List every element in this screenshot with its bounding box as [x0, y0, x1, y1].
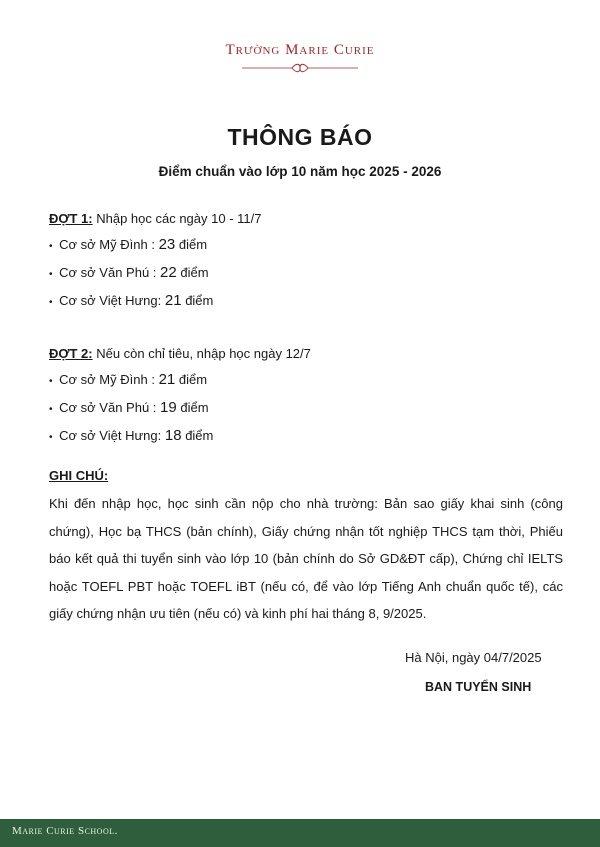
round-1-section — [49, 206, 569, 315]
campus-score: 21 — [164, 292, 182, 309]
round-2-section — [49, 341, 569, 450]
round-2-heading — [49, 341, 569, 366]
score-unit: điểm — [180, 400, 209, 415]
bullet-icon: • — [49, 269, 53, 280]
campus-score: 21 — [158, 371, 176, 388]
campus-score-row — [49, 287, 569, 315]
campus-score: 18 — [164, 427, 182, 444]
footer-bar — [0, 819, 600, 847]
place-date: Hà Nội, ngày 04/7/2025 — [405, 650, 542, 665]
note-label: GHI CHÚ: — [49, 468, 109, 483]
flourish-ornament-icon — [240, 62, 360, 74]
round-2-description: Nếu còn chỉ tiêu, nhập học ngày 12/7 — [96, 346, 311, 361]
campus-score: 23 — [158, 236, 176, 253]
score-unit: điểm — [178, 372, 208, 387]
campus-score-row — [49, 259, 569, 287]
campus-name: Cơ sở Việt Hưng: — [59, 293, 162, 308]
notice-title: THÔNG BÁO — [227, 124, 373, 150]
letterhead — [0, 42, 600, 74]
bullet-icon: • — [49, 241, 53, 252]
campus-name: Cơ sở Văn Phú : — [59, 265, 157, 280]
score-unit: điểm — [180, 265, 209, 280]
score-unit: điểm — [185, 428, 214, 443]
campus-score: 22 — [160, 264, 177, 281]
signer: BAN TUYỂN SINH — [425, 680, 532, 694]
score-unit: điểm — [185, 293, 214, 308]
notice-subtitle: Điểm chuẩn vào lớp 10 năm học 2025 - 2026 — [158, 164, 442, 179]
round-2-label: ĐỢT 2: — [49, 346, 93, 361]
campus-name: Cơ sở Mỹ Đình : — [59, 237, 155, 252]
campus-score-row — [49, 366, 569, 394]
bullet-icon: • — [49, 297, 53, 308]
bullet-icon: • — [49, 376, 53, 387]
round-1-heading — [49, 206, 569, 231]
round-1-label: ĐỢT 1: — [49, 211, 93, 226]
bullet-icon: • — [49, 432, 53, 443]
campus-name: Cơ sở Mỹ Đình : — [59, 372, 155, 387]
score-unit: điểm — [178, 237, 208, 252]
campus-name: Cơ sở Văn Phú : — [59, 400, 157, 415]
bullet-icon: • — [49, 404, 53, 415]
campus-name: Cơ sở Việt Hưng: — [59, 428, 162, 443]
campus-score-row — [49, 422, 569, 450]
round-1-description: Nhập học các ngày 10 - 11/7 — [96, 211, 262, 226]
footer-school-name: Marie Curie School. — [12, 825, 118, 837]
school-name: Trường Marie Curie — [225, 42, 375, 58]
campus-score-row — [49, 394, 569, 422]
campus-score: 19 — [160, 399, 177, 416]
campus-score-row — [49, 231, 569, 259]
note-text: Khi đến nhập học, học sinh cần nộp cho nhà trường: Bản sao giấy khai sinh (công chứng), Học bạ THCS (bản chính), Giấy chứng nhận tốt nghiệp THCS tạm thời, Phiếu báo kết quả thi tuyển sinh vào lớp 10 (bản chính do Sở GD&ĐT cấp), Chứng chỉ IELTS hoặc TOEFL PBT hoặc TOEFL iBT (nếu có, để vào lớp Tiếng Anh chuẩn quốc tế), các giấy chứng nhận ưu tiên (nếu có) và kinh phí hai tháng 8, 9/2025. — [49, 496, 563, 621]
